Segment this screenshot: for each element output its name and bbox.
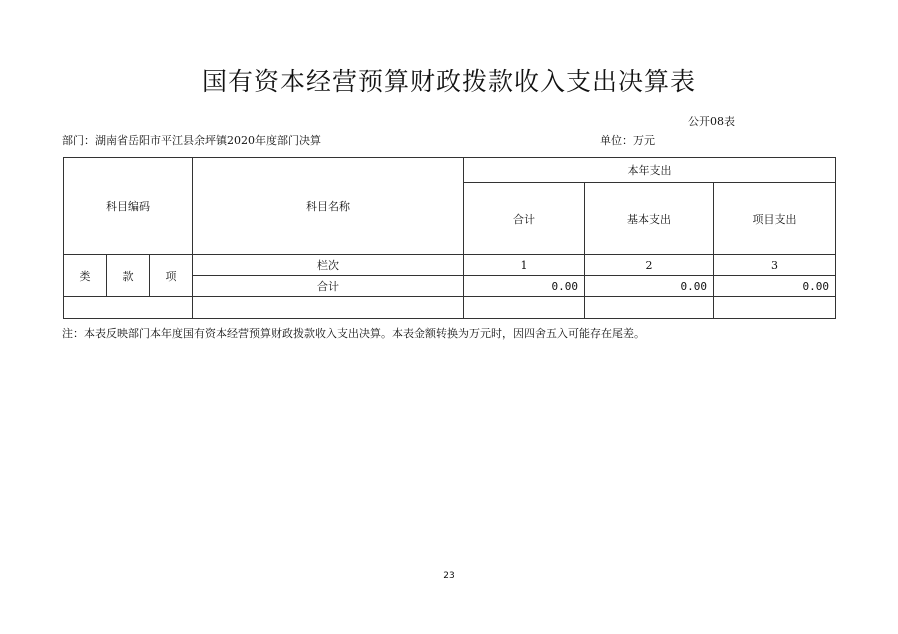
- row-total-value-1: 0.00: [464, 276, 585, 297]
- sub-section: 款: [107, 255, 150, 297]
- row-index-2: 2: [585, 255, 714, 276]
- footnote: 注：本表反映部门本年度国有资本经营预算财政拨款收入支出决算。本表金额转换为万元时，因四舍五入可能存在尾差。: [62, 327, 645, 340]
- row-total-value-2: 0.00: [585, 276, 714, 297]
- sub-item: 项: [150, 255, 193, 297]
- row-index-label: 栏次: [193, 255, 464, 276]
- header-project: 项目支出: [714, 183, 836, 255]
- empty-row-name: [193, 297, 464, 319]
- empty-row-basic: [585, 297, 714, 319]
- form-number: 公开08表: [688, 115, 735, 128]
- page-number: 23: [443, 571, 455, 581]
- unit-label: 单位：万元: [600, 134, 655, 147]
- sub-class: 类: [64, 255, 107, 297]
- page-title: 国有资本经营预算财政拨款收入支出决算表: [201, 67, 696, 96]
- row-index-1: 1: [464, 255, 585, 276]
- department-label: 部门：湖南省岳阳市平江县余坪镇2020年度部门决算: [62, 134, 321, 147]
- row-index-3: 3: [714, 255, 836, 276]
- header-total: 合计: [464, 183, 585, 255]
- empty-row-project: [714, 297, 836, 319]
- row-total-value-3: 0.00: [714, 276, 836, 297]
- header-subject-name: 科目名称: [193, 158, 464, 255]
- header-subject-code: 科目编码: [64, 158, 193, 255]
- header-current-year: 本年支出: [464, 158, 836, 183]
- budget-table: [63, 157, 836, 319]
- empty-row-code: [64, 297, 193, 319]
- row-total-label: 合计: [193, 276, 464, 297]
- empty-row-total: [464, 297, 585, 319]
- header-basic: 基本支出: [585, 183, 714, 255]
